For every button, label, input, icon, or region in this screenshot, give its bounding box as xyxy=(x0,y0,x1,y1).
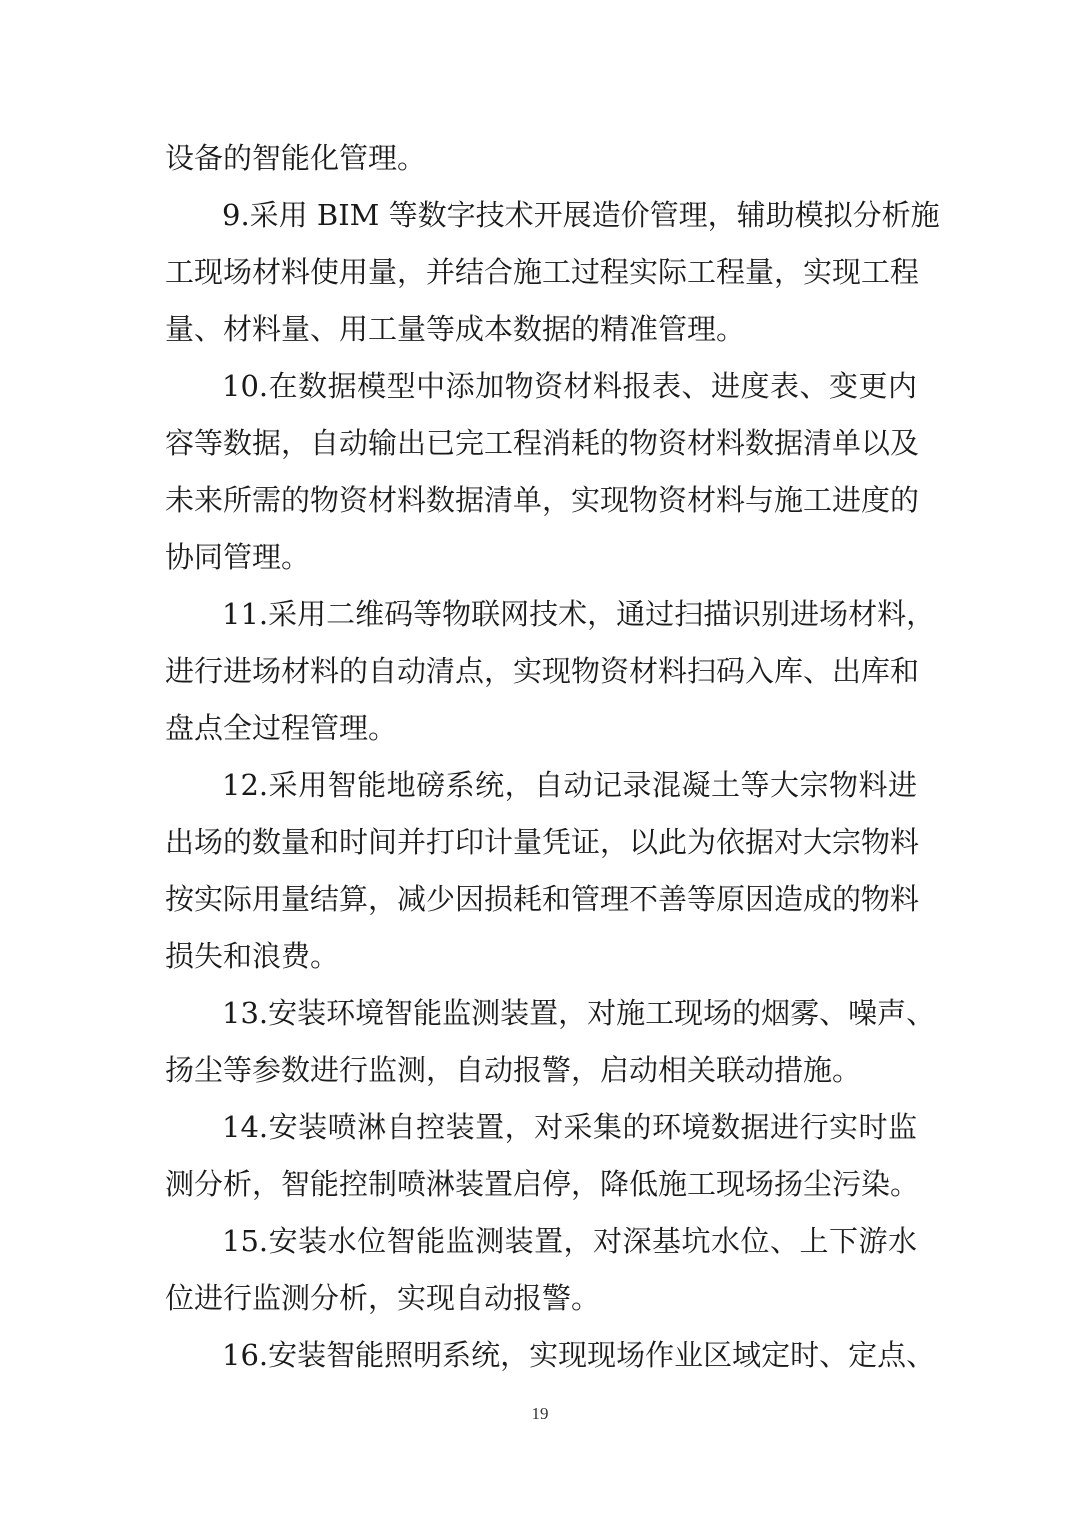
text-line: 扬尘等参数进行监测，自动报警，启动相关联动措施。 xyxy=(165,1053,862,1087)
text-line: 协同管理。 xyxy=(165,540,311,574)
page-number: 19 xyxy=(531,1404,549,1423)
text-line: 10.在数据模型中添加物资材料报表、进度表、变更内 xyxy=(222,369,917,403)
text-line: 测分析，智能控制喷淋装置启停，降低施工现场扬尘污染。 xyxy=(165,1167,920,1201)
text-line: 12.采用智能地磅系统，自动记录混凝土等大宗物料进 xyxy=(222,768,917,802)
text-line: 容等数据，自动输出已完工程消耗的物资材料数据清单以及 xyxy=(165,426,920,460)
text-line: 进行进场材料的自动清点，实现物资材料扫码入库、出库和 xyxy=(165,654,920,688)
text-line: 14.安装喷淋自控装置，对采集的环境数据进行实时监 xyxy=(222,1110,917,1144)
text-line: 13.安装环境智能监测装置，对施工现场的烟雾、噪声、 xyxy=(222,996,936,1030)
text-line: 损失和浪费。 xyxy=(165,939,340,973)
text-line: 16.安装智能照明系统，实现现场作业区域定时、定点、 xyxy=(222,1338,936,1372)
text-line: 11.采用二维码等物联网技术，通过扫描识别进场材料， xyxy=(222,597,936,631)
text-line: 盘点全过程管理。 xyxy=(165,711,398,745)
text-line: 位进行监测分析，实现自动报警。 xyxy=(165,1281,601,1315)
text-line: 按实际用量结算，减少因损耗和管理不善等原因造成的物料 xyxy=(165,882,920,916)
text-line: 工现场材料使用量，并结合施工过程实际工程量，实现工程 xyxy=(165,255,920,289)
text-line: 设备的智能化管理。 xyxy=(165,141,427,175)
text-line: 出场的数量和时间并打印计量凭证，以此为依据对大宗物料 xyxy=(165,825,920,859)
text-line: 9.采用 BIM 等数字技术开展造价管理，辅助模拟分析施 xyxy=(222,198,940,232)
text-line: 15.安装水位智能监测装置，对深基坑水位、上下游水 xyxy=(222,1224,917,1258)
text-line: 未来所需的物资材料数据清单，实现物资材料与施工进度的 xyxy=(165,483,920,517)
text-line: 量、材料量、用工量等成本数据的精准管理。 xyxy=(165,312,746,346)
